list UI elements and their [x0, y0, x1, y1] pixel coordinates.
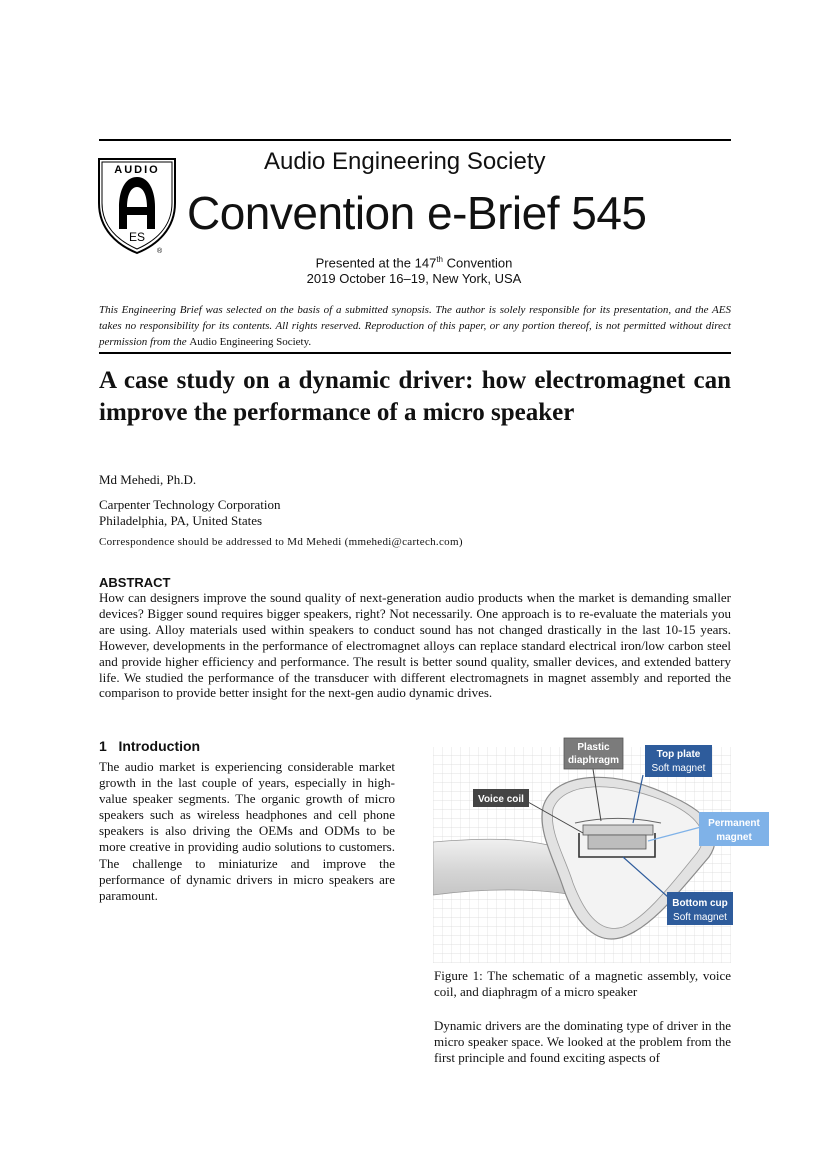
society-name: Audio Engineering Society: [264, 148, 546, 175]
abstract-body: How can designers improve the sound quality of next-generation audio products when the market is demanding smaller devices? Bigger sound requires bigger speakers, right? Not necessarily. One approach is to re-evaluate the materials you are using. Alloy materials used within speakers to conduct sound has not changed drastically in the last 10-15 years. However, developments in the performance of electromagnet alloys can replace standard electrical iron/low carbon steel and provide higher efficiency and performance. The result is better sound quality, smaller devices, and extended battery life. We studied the performance of the transducer with different electromagnets in magnet assembly and reported the comparison to provide better insight for the next-gen audio dynamic drives.: [99, 590, 731, 701]
label-permanent-2: magnet: [716, 832, 752, 843]
presented-suffix: Convention: [442, 255, 513, 271]
presented-at: [240, 252, 588, 287]
top-rule: [99, 139, 731, 141]
convention-dates: 2019 October 16–19, New York, USA: [306, 271, 522, 287]
header-bottom-rule: [99, 352, 731, 354]
logo-registered: ®: [157, 248, 163, 255]
affiliation-line1: Carpenter Technology Corporation: [99, 497, 281, 512]
disclaimer: [99, 302, 731, 350]
label-permanent-1: Permanent: [708, 818, 760, 829]
affiliation-line2: Philadelphia, PA, United States: [99, 513, 263, 528]
introduction-body: The audio market is experiencing considerable market growth in the last couple of years, especially in high-value speaker segments. The organic growth of micro speakers such as wireless headphones and cell phone speakers is also driving the OEMs and ODMs to be more creative in providing audio solutions to customers. The challenge to miniaturize and improve the performance of dynamic drivers in micro speakers are paramount.: [99, 759, 395, 903]
label-bottom-cup-2: Soft magnet: [673, 912, 727, 923]
label-top-plate-2: Soft magnet: [651, 763, 706, 774]
figure-schematic: [433, 737, 773, 963]
label-plastic-1: Plastic: [577, 742, 610, 753]
top-plate-shape: [583, 825, 653, 835]
label-top-plate-1: Top plate: [656, 749, 701, 760]
presented-sup: th: [436, 255, 443, 264]
magnet-shape: [588, 835, 646, 849]
logo-text-bottom: ES: [128, 230, 146, 244]
paper-title: A case study on a dynamic driver: how electromagnet can improve the performance of a micro speaker: [99, 367, 731, 426]
label-voice-coil: Voice coil: [478, 794, 524, 805]
disclaimer-text: This Engineering Brief was selected on the basis of a submitted synopsis. The author is solely responsible for its presentation, and the AES takes no responsibility for its contents. All rights reserved. Reproduction of this paper, or any portion thereof, is not permitted without direct permission from the: [99, 304, 731, 348]
logo-text-top: AUDIO: [114, 164, 160, 176]
introduction-heading: 1 Introduction: [99, 738, 201, 754]
figure-caption: Figure 1: The schematic of a magnetic assembly, voice coil, and diaphragm of a micro speaker: [434, 968, 731, 999]
abstract-heading: ABSTRACT: [99, 575, 171, 590]
column2-body: Dynamic drivers are the dominating type of driver in the micro speaker space. We looked at the problem from the first principle and found exciting aspects of: [434, 1018, 731, 1065]
author: Md Mehedi, Ph.D.: [99, 472, 197, 487]
affiliation: [99, 497, 281, 529]
aes-logo: [97, 157, 177, 255]
label-plastic-2: diaphragm: [567, 755, 620, 766]
disclaimer-society: Audio Engineering Society.: [189, 336, 312, 348]
label-bottom-cup-1: Bottom cup: [672, 898, 728, 909]
correspondence: Correspondence should be addressed to Md Mehedi (mmehedi@cartech.com): [99, 536, 463, 548]
brief-title: Convention e-Brief 545: [187, 187, 647, 239]
presented-prefix: Presented at the 147: [315, 255, 437, 271]
